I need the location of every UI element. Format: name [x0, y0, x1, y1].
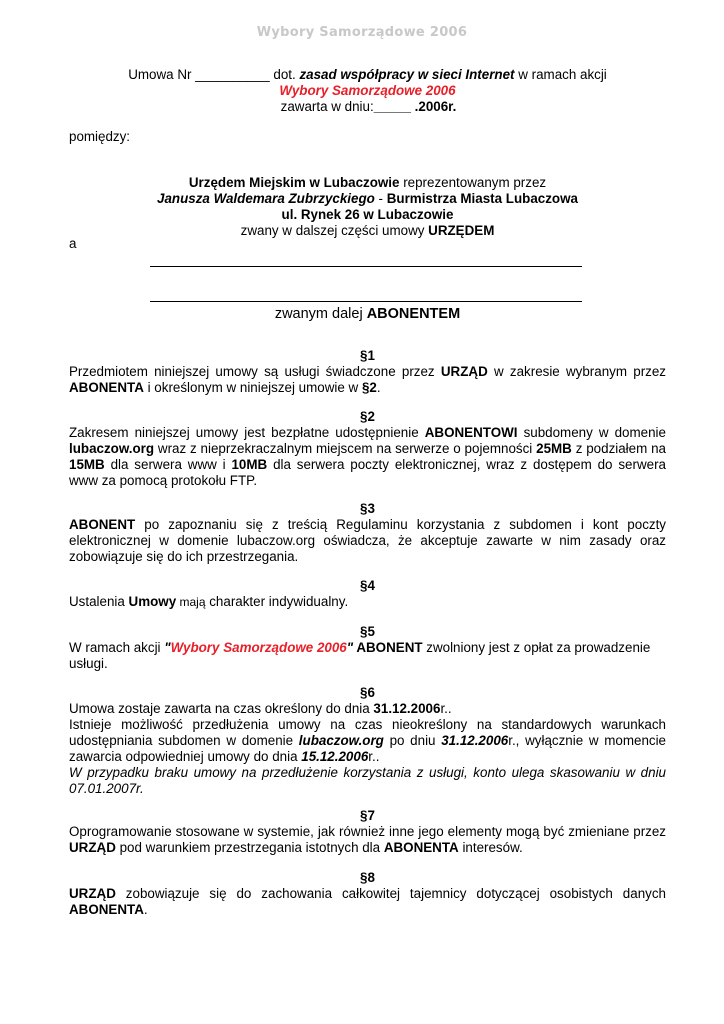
section-body: W przypadku braku umowy na przedłużenie korzystania z usługi, konto ulega skasowaniu w dniu 07.01.2007r.	[69, 765, 666, 796]
separator: -	[374, 191, 387, 206]
section-title: §4	[360, 578, 375, 593]
section-body: Istnieje możliwość przedłużenia umowy na czas nieokreślony na standardowych warunkach udostępniania subdomen w domenie lubaczow.org po dniu 31.12.2006r., wyłącznie w momencie zawarcia odpowiedniej umowy do dnia 15.12.2006r..	[69, 717, 667, 764]
between-label: pomiędzy:	[69, 129, 131, 144]
date-label: zawarta w dniu:	[280, 99, 374, 114]
section-title: §3	[360, 501, 375, 516]
section-title: §7	[360, 808, 375, 823]
contract-number-blank: __________	[195, 67, 270, 82]
office-text: zwany w dalszej części umowy	[240, 223, 429, 238]
intro-line-2	[69, 83, 666, 99]
subscriber-line-1	[69, 266, 666, 267]
section-body: W ramach akcji "Wybory Samorządowe 2006" ABONENT zwolniony jest z opłat za prowadzenie usługi.	[69, 640, 651, 671]
contract-subject: zasad współpracy w sieci Internet	[299, 67, 515, 82]
section-body: Przedmiotem niniejszej umowy są usługi świadczone przez URZĄD w zakresie wybranym przez ABONENTA i określonym w niniejszej umowie w §2.	[69, 364, 666, 395]
section-8	[69, 870, 666, 918]
intro-text: w ramach akcji	[514, 67, 607, 82]
section-title: §1	[360, 348, 375, 363]
date-year: .2006r.	[410, 99, 457, 114]
section-6	[69, 685, 666, 797]
subscriber-text: zwanym dalej	[274, 306, 367, 322]
campaign-name: Wybory Samorządowe 2006	[279, 83, 456, 98]
section-title: §5	[360, 624, 375, 639]
office-address: ul. Rynek 26 w Lubaczowie	[281, 207, 454, 222]
and-label: a	[69, 236, 77, 251]
section-body: Zakresem niniejszej umowy jest bezpłatne udostępnienie ABONENTOWI subdomeny w domenie lubaczow.org wraz z nieprzekraczalnym miejscem na serwerze o pojemności 25MB z podziałem na 15MB dla serwera www i 10MB dla serwera poczty elektronicznej, wraz z dostępem do serwera www za pomocą protokołu FTP.	[69, 425, 666, 488]
party-office	[69, 175, 666, 239]
party-subscriber	[69, 306, 666, 323]
section-title: §8	[360, 870, 375, 885]
section-body: Oprogramowanie stosowane w systemie, jak również inne jego elementy mogą być zmieniane przez URZĄD pod warunkiem przestrzegania istotnych dla ABONENTA interesów.	[69, 824, 666, 855]
intro-text: Umowa Nr	[128, 67, 196, 82]
section-7	[69, 808, 666, 856]
office-text: reprezentowanym przez	[399, 175, 547, 190]
section-body: ABONENT po zapoznaniu się z treścią Regulaminu korzystania z subdomen i kont poczty elektronicznej w domenie lubaczow.org oświadcza, że akceptuje zawarte w nim zasady oraz zobowiązuje się do ich przestrzegania.	[69, 517, 666, 564]
office-alias: URZĘDEM	[428, 223, 495, 238]
intro-line-1	[69, 67, 666, 83]
document-header: Wybory Samorządowe 2006	[256, 25, 468, 40]
section-2	[69, 409, 666, 489]
section-body: Umowa zostaje zawarta na czas określony do dnia 31.12.2006r..	[69, 701, 452, 716]
contract-intro	[69, 67, 666, 115]
section-title: §6	[360, 685, 375, 700]
office-name: Urzędem Miejskim w Lubaczowie	[188, 175, 400, 190]
section-4	[69, 578, 666, 610]
subscriber-alias: ABONENTEM	[366, 306, 461, 322]
section-body: Ustalenia Umowy mają charakter indywidualny.	[69, 594, 349, 609]
representative-name: Janusza Waldemara Zubrzyckiego	[157, 191, 375, 206]
section-5	[69, 624, 666, 672]
intro-line-3	[69, 99, 666, 115]
representative-title: Burmistrza Miasta Lubaczowa	[386, 191, 578, 206]
section-3	[69, 501, 666, 565]
date-blank: _____	[373, 99, 411, 114]
section-title: §2	[360, 409, 375, 424]
section-1	[69, 348, 666, 396]
intro-text: dot.	[269, 67, 300, 82]
section-body: URZĄD zobowiązuje się do zachowania całkowitej tajemnicy dotyczącej osobistych danych ABONENTA.	[69, 886, 666, 917]
subscriber-line-2	[69, 301, 666, 302]
